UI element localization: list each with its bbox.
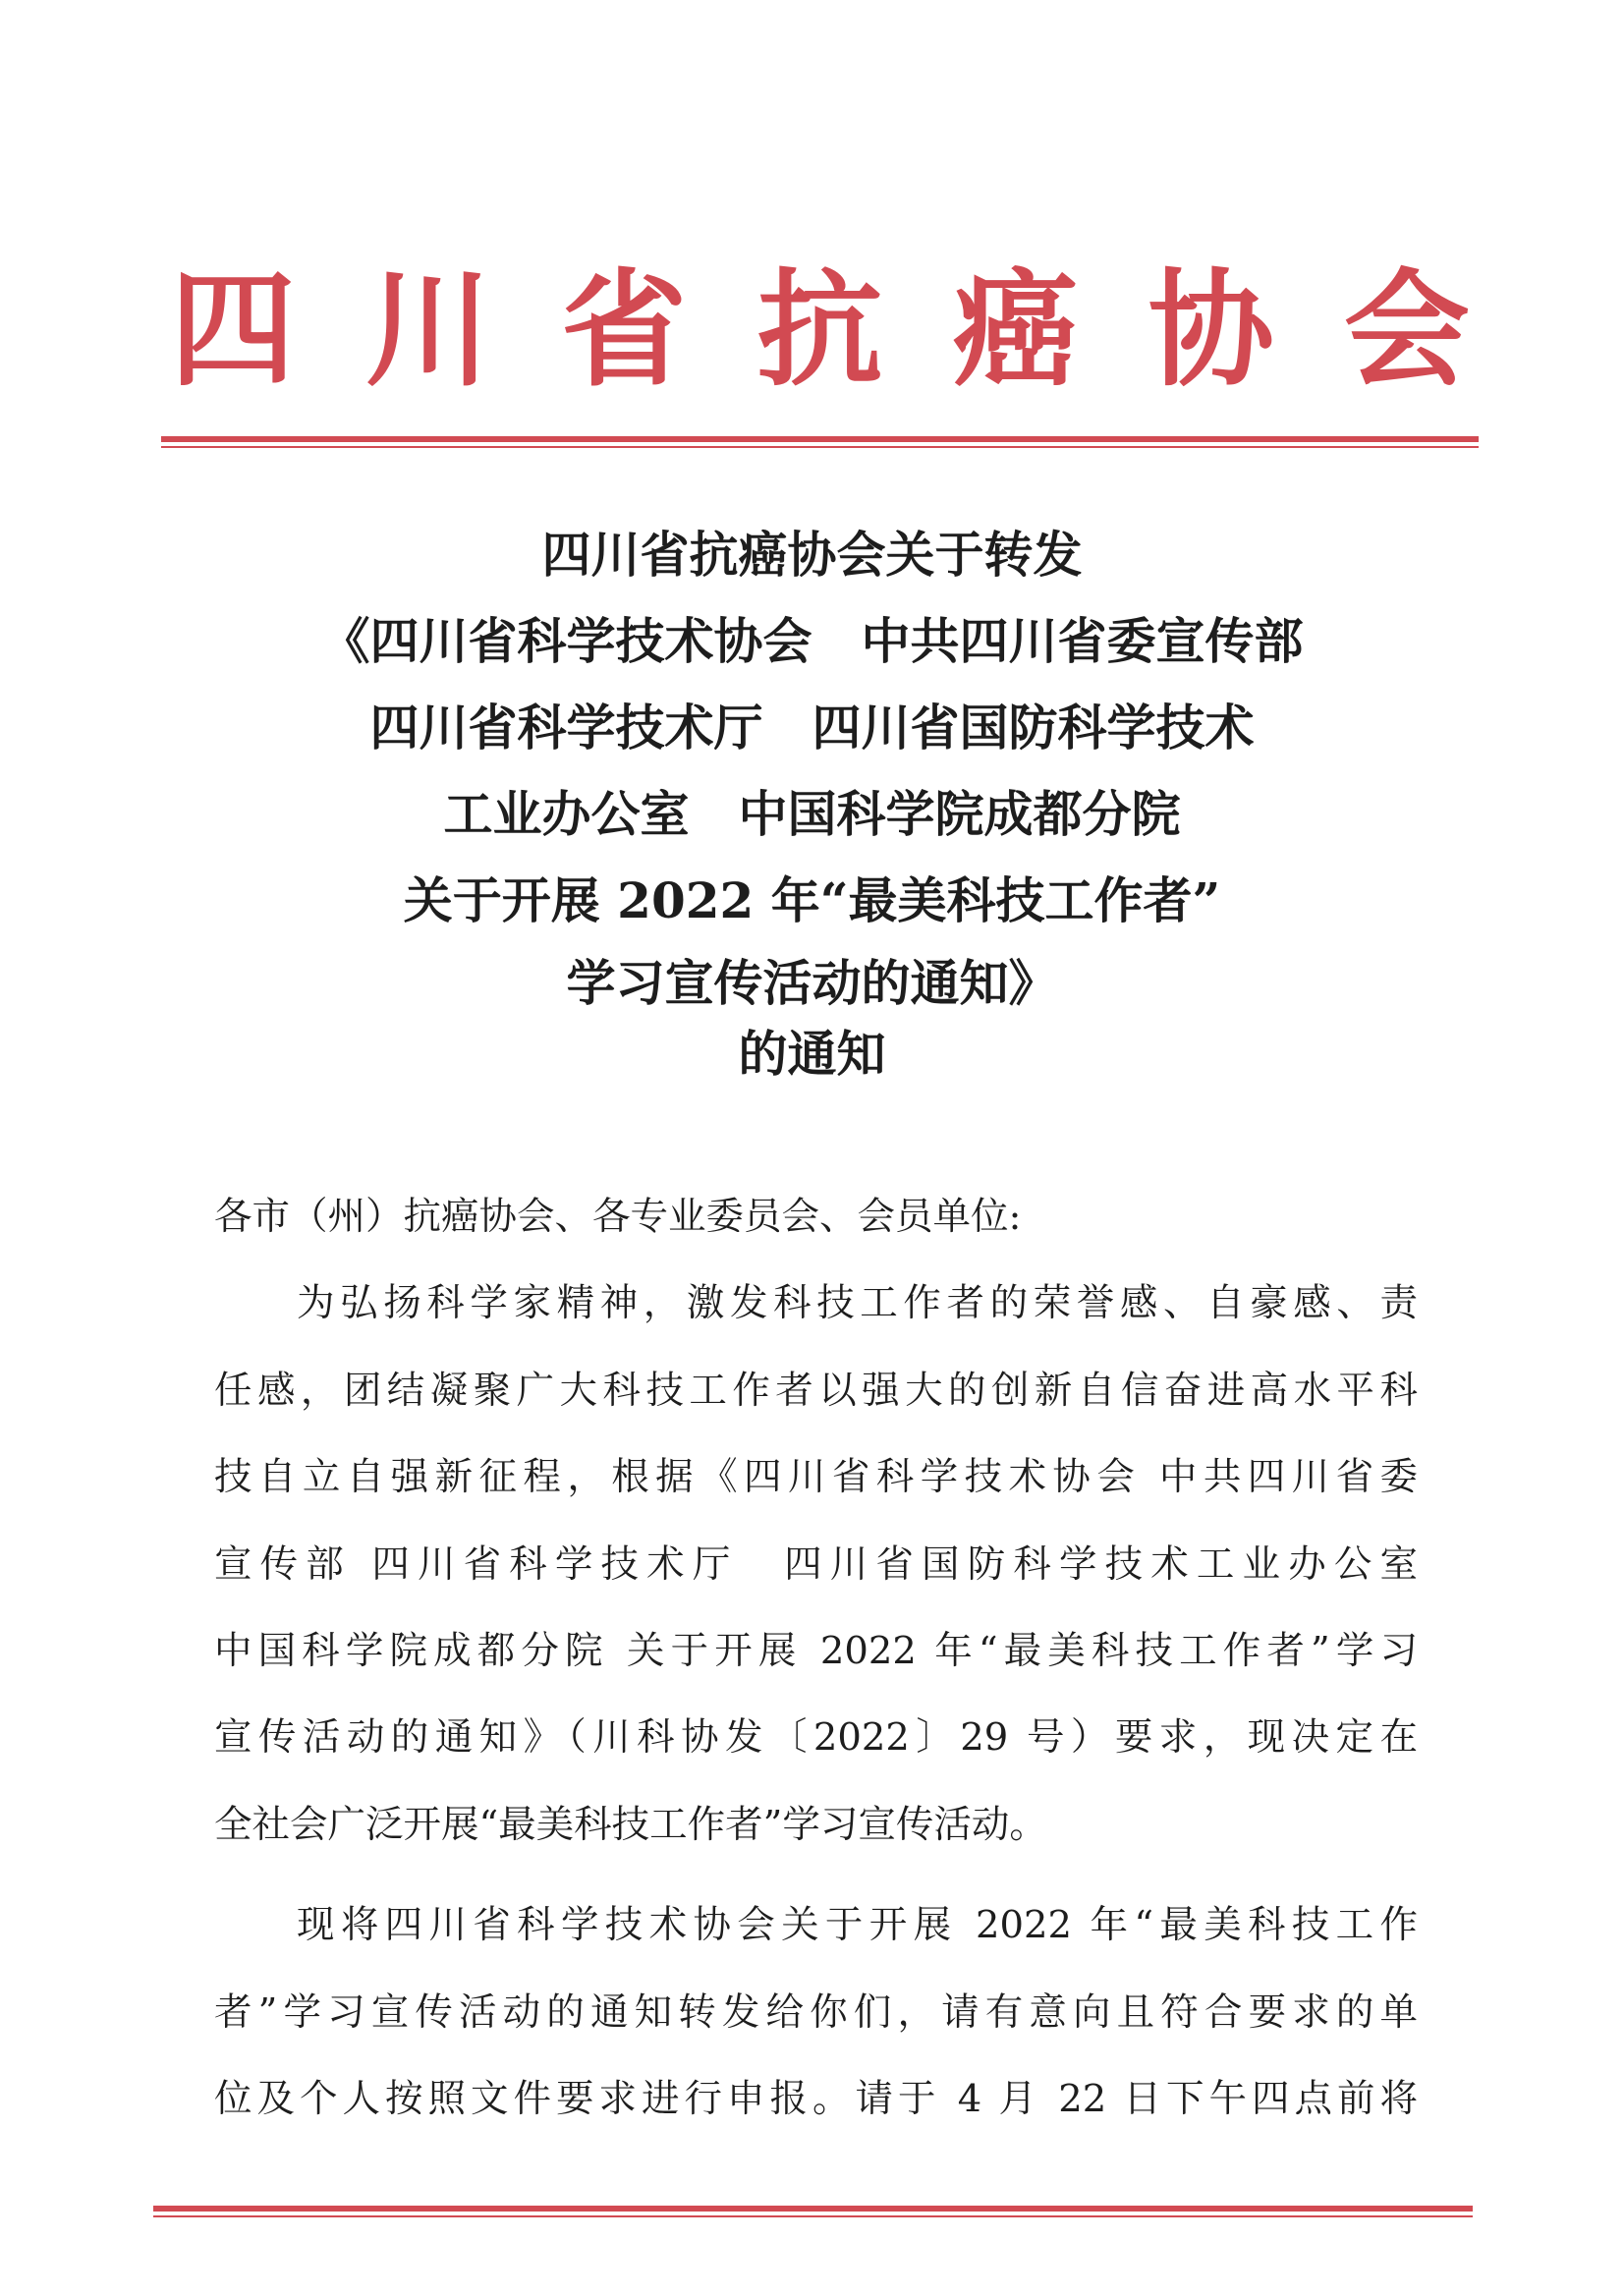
paragraph-line: 者”学习宣传活动的通知转发给你们，请有意向且符合要求的单: [214, 1989, 1418, 2035]
title-line: 的通知: [738, 1025, 886, 1083]
letterhead-char: 抗: [756, 257, 883, 404]
paragraph-line: 技自立自强新征程，根据《四川省科学技术协会 中共四川省委: [214, 1455, 1418, 1500]
bottom-divider-thin: [153, 2215, 1473, 2217]
letterhead-char: 癌: [952, 257, 1079, 404]
notice-body: [214, 1174, 1418, 2143]
letterhead-char: 协: [1148, 257, 1274, 404]
paragraph-2: [214, 1882, 1418, 2143]
paragraph-gap: [214, 1869, 1418, 1882]
letterhead-char: 川: [365, 257, 492, 404]
letterhead-title: [159, 257, 1481, 405]
title-line: 《四川省科学技术协会 中共四川省委宣传部: [320, 612, 1304, 670]
letterhead-char: 省: [561, 257, 688, 404]
title-line: 关于开展 2022 年“最美科技工作者”: [403, 871, 1221, 929]
title-line: 学习宣传活动的通知》: [566, 954, 1058, 1012]
letterhead-char: 四: [169, 257, 296, 404]
paragraph-line: 宣传活动的通知》（川科协发〔2022〕29 号）要求，现决定在: [214, 1715, 1418, 1761]
paragraph-line: 现将四川省科学技术协会关于开展 2022 年“最美科技工作: [297, 1903, 1418, 1948]
notice-title: [196, 512, 1428, 1086]
paragraph-1: [214, 1260, 1418, 1869]
top-divider-thin: [161, 446, 1479, 448]
paragraph-line: 任感，团结凝聚广大科技工作者以强大的创新自信奋进高水平科: [214, 1368, 1418, 1413]
paragraph-line: 为弘扬科学家精神，激发科技工作者的荣誉感、自豪感、责: [297, 1281, 1418, 1326]
title-line: 工业办公室 中国科学院成都分院: [443, 785, 1181, 843]
paragraph-line: 宣传部 四川省科学技术厅 四川省国防科学技术工业办公室: [214, 1541, 1418, 1587]
letterhead-char: 会: [1343, 257, 1470, 404]
paragraph-line: 中国科学院成都分院 关于开展 2022 年“最美科技工作者”学习: [214, 1629, 1418, 1674]
salutation: 各市（州）抗癌协会、各专业委员会、会员单位:: [214, 1195, 1022, 1239]
paragraph-line: 位及个人按照文件要求进行申报。请于 4 月 22 日下午四点前将: [214, 2077, 1418, 2122]
title-line: 四川省抗癌协会关于转发: [541, 526, 1083, 584]
title-line: 四川省科学技术厅 四川省国防科学技术: [369, 699, 1255, 756]
top-divider-thick: [161, 436, 1479, 442]
bottom-divider-thick: [153, 2206, 1473, 2212]
paragraph-line: 全社会广泛开展“最美科技工作者”学习宣传活动。: [214, 1802, 1047, 1847]
